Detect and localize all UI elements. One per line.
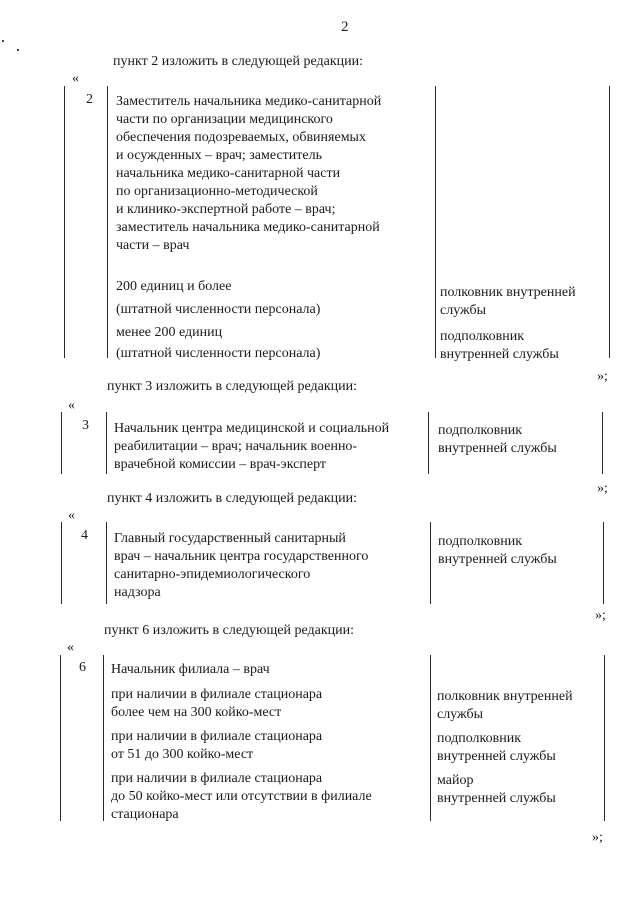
- table-border-left: [60, 655, 61, 821]
- section-heading-3: пункт 3 изложить в следующей редакции:: [107, 379, 357, 394]
- rank-text: полковник внутренней службы: [437, 689, 573, 722]
- condition-text: при наличии в филиале стационара более чем на 300 койко-мест: [111, 687, 323, 720]
- table-column-divider: [106, 522, 107, 604]
- open-quote: «: [68, 398, 75, 413]
- close-quote: »;: [592, 830, 603, 845]
- close-quote: »;: [597, 369, 608, 384]
- condition-note: (штатной численности персонала): [116, 346, 321, 361]
- position-title: Заместитель начальника медико-санитарной части по организации медицинского обеспечения подозреваемых, обвиняемых и осужденных – врач; заместитель начальника медико-санитарной части по организационно-методической и клинико-экспертной работе – врач; заместитель начальника медико-санитарной части – врач: [116, 94, 382, 253]
- table-border-right: [602, 412, 603, 474]
- position-number: 6: [79, 660, 86, 675]
- table-border-right: [604, 655, 605, 821]
- table-border-right: [609, 86, 610, 358]
- table-column-divider: [103, 655, 104, 821]
- condition-note: (штатной численности персонала): [116, 302, 321, 317]
- table-column-divider: [435, 86, 436, 358]
- condition-text: при наличии в филиале стационара от 51 до 300 койко-мест: [111, 729, 323, 762]
- close-quote: »;: [595, 608, 606, 623]
- position-title: Начальник центра медицинской и социальной реабилитации – врач; начальник военно- врачебной комиссии – врач-эксперт: [114, 421, 390, 472]
- table-border-left: [61, 412, 62, 474]
- scan-speck: [17, 49, 19, 51]
- open-quote: «: [68, 508, 75, 523]
- rank-text: полковник внутренней службы: [440, 285, 576, 318]
- table-column-divider: [430, 522, 431, 604]
- position-title: Начальник филиала – врач: [111, 662, 270, 677]
- table-column-divider: [107, 86, 108, 358]
- open-quote: «: [67, 640, 74, 655]
- rank-text: подполковник внутренней службы: [437, 731, 556, 764]
- rank-text: подполковник внутренней службы: [438, 423, 557, 456]
- section-heading-6: пункт 6 изложить в следующей редакции:: [104, 623, 354, 638]
- condition-text: 200 единиц и более: [116, 279, 232, 294]
- table-border-right: [603, 522, 604, 604]
- table-border-left: [64, 86, 65, 358]
- section-heading-4: пункт 4 изложить в следующей редакции:: [107, 491, 357, 506]
- condition-text: при наличии в филиале стационара до 50 койко-мест или отсутствии в филиале стационара: [111, 771, 372, 822]
- position-number: 2: [86, 92, 93, 107]
- rank-text: майор внутренней службы: [437, 773, 556, 806]
- open-quote: «: [72, 71, 79, 86]
- table-column-divider: [430, 655, 431, 821]
- position-number: 4: [81, 528, 88, 543]
- close-quote: »;: [597, 481, 608, 496]
- table-column-divider: [428, 412, 429, 474]
- condition-text: менее 200 единиц: [116, 325, 223, 340]
- rank-text: подполковник внутренней службы: [438, 534, 557, 567]
- table-column-divider: [106, 412, 107, 474]
- scan-speck: [2, 40, 4, 42]
- position-number: 3: [82, 418, 89, 433]
- page-number: 2: [341, 19, 349, 35]
- rank-text: подполковник внутренней службы: [440, 329, 559, 362]
- table-border-left: [61, 522, 62, 604]
- section-heading-2: пункт 2 изложить в следующей редакции:: [113, 54, 363, 69]
- position-title: Главный государственный санитарный врач – начальник центра государственного санитарно-эпидемиологического надзора: [114, 531, 369, 600]
